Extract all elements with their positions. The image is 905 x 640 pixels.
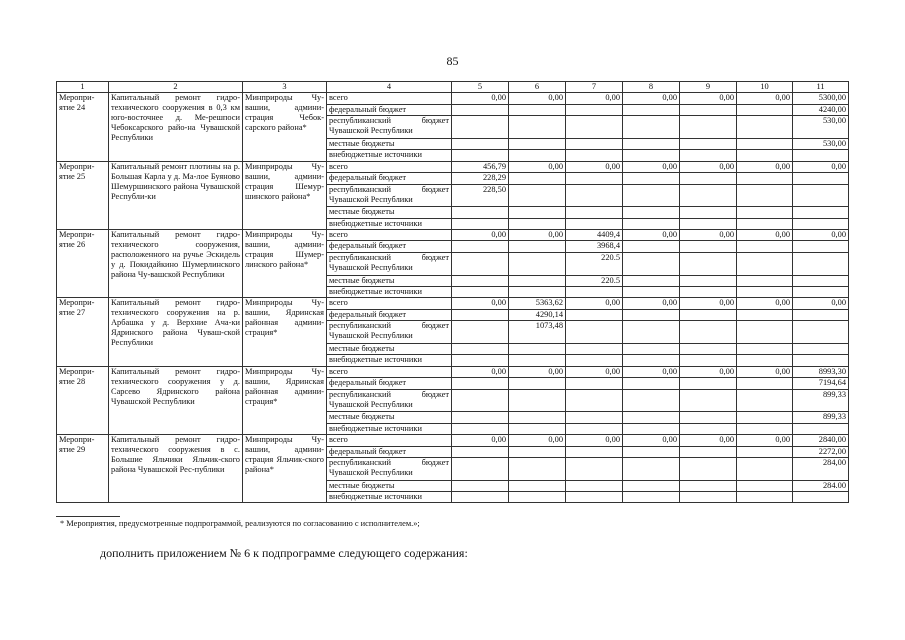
funding-value [680,309,737,320]
funding-value [452,343,509,354]
activity-executor: Минприроды Чу-вашии, админи-страция Шумер-линского района* [243,230,327,298]
funding-value [737,343,793,354]
funding-value [623,321,680,344]
funding-source: внебюджетные источники [327,287,452,298]
funding-value: 7194,64 [793,378,849,389]
funding-value [623,492,680,503]
funding-value [680,412,737,423]
funding-value [509,378,566,389]
funding-value [509,173,566,184]
funding-source: местные бюджеты [327,480,452,491]
activity-name: Капитальный ремонт плотины на р. Большая Карла у д. Ма-лое Буяново Шемуршинского района Чувашской Республи-ки [109,161,243,229]
table-row [57,298,849,309]
funding-value [509,150,566,161]
funding-value [793,252,849,275]
funding-value [566,480,623,491]
funding-value [623,378,680,389]
funding-value [623,241,680,252]
activity-name: Капитальный ремонт гидро-технического сооружения в 0,3 км юго-восточнее д. Ме-решпоси Чебоксарского райо-на Чувашской Республики [109,93,243,161]
funding-value [623,412,680,423]
funding-value [452,423,509,434]
funding-value [793,343,849,354]
funding-value: 0,00 [737,366,793,377]
column-number: 4 [327,82,452,93]
table-row [57,435,849,446]
funding-value: 4290,14 [509,309,566,320]
funding-value: 530,00 [793,116,849,139]
funding-source: всего [327,366,452,377]
activity-id: Меропри-ятие 26 [57,230,109,298]
funding-value [509,480,566,491]
funding-value [793,218,849,229]
funding-value [623,287,680,298]
funding-value [680,378,737,389]
funding-value: 0,00 [452,230,509,241]
funding-value: 0,00 [623,93,680,104]
funding-value [737,218,793,229]
funding-value [623,355,680,366]
funding-source: всего [327,93,452,104]
column-number: 11 [793,82,849,93]
funding-value [623,457,680,480]
funding-source: местные бюджеты [327,275,452,286]
funding-value: 899,33 [793,412,849,423]
column-number: 1 [57,82,109,93]
funding-value [737,287,793,298]
funding-value: 284,00 [793,457,849,480]
funding-value [452,252,509,275]
footnote-divider [56,516,120,517]
funding-value [566,355,623,366]
funding-value [793,309,849,320]
funding-value [737,252,793,275]
funding-value [680,287,737,298]
funding-value: 0,00 [680,93,737,104]
funding-value [623,207,680,218]
funding-value [509,412,566,423]
funding-value [509,492,566,503]
funding-value [737,184,793,207]
funding-value [566,150,623,161]
funding-value [680,218,737,229]
funding-source: федеральный бюджет [327,241,452,252]
funding-value: 0,00 [623,298,680,309]
funding-value [566,104,623,115]
funding-source: внебюджетные источники [327,218,452,229]
funding-value [509,184,566,207]
funding-value [680,184,737,207]
funding-value [793,423,849,434]
funding-value [566,173,623,184]
funding-value: 0,00 [737,161,793,172]
column-number: 3 [243,82,327,93]
funding-value [509,207,566,218]
funding-value [509,457,566,480]
activity-executor: Минприроды Чу-вашии, Ядринская районная админи-страция* [243,298,327,366]
funding-value [680,423,737,434]
funding-value: 0,00 [566,93,623,104]
funding-value [566,138,623,149]
funding-value [566,378,623,389]
funding-value [623,184,680,207]
activity-id: Меропри-ятие 25 [57,161,109,229]
funding-value: 5300,00 [793,93,849,104]
activity-name: Капитальный ремонт гидро-технического сооружения на р. Арбашка у д. Верхние Ача-ки Ядринского района Чуваш-ской Республики [109,298,243,366]
activity-name: Капитальный ремонт гидро-технического сооружения у д. Сарсево Ядринского района Чувашской Республики [109,366,243,434]
page-number: 85 [446,54,459,68]
funding-value [737,150,793,161]
activity-id: Меропри-ятие 24 [57,93,109,161]
funding-value [509,287,566,298]
funding-value: 228,29 [452,173,509,184]
funding-source: всего [327,298,452,309]
funding-value [737,355,793,366]
funding-value: 0,00 [623,230,680,241]
funding-value [680,275,737,286]
activity-executor: Минприроды Чу-вашии, админи-страция Яльчик-ского района* [243,435,327,503]
funding-value [566,287,623,298]
funding-value [452,287,509,298]
funding-value: 0,00 [737,435,793,446]
funding-value [452,275,509,286]
funding-source: внебюджетные источники [327,492,452,503]
funding-value: 3968,4 [566,241,623,252]
funding-value [623,116,680,139]
funding-value [680,173,737,184]
funding-value [509,423,566,434]
funding-value [680,104,737,115]
funding-source: местные бюджеты [327,138,452,149]
funding-value: 1073,48 [509,321,566,344]
funding-value: 456,79 [452,161,509,172]
funding-value: 0,00 [509,161,566,172]
column-number-row [57,82,849,93]
funding-value [680,138,737,149]
table-row [57,230,849,241]
funding-source: всего [327,161,452,172]
funding-value: 0,00 [566,366,623,377]
funding-value [737,389,793,412]
funding-source: республиканский бюджет Чувашской Республики [327,252,452,275]
funding-value [737,116,793,139]
funding-value [793,355,849,366]
funding-value [793,173,849,184]
funding-value: 0,00 [623,161,680,172]
funding-value [566,207,623,218]
funding-value: 228,50 [452,184,509,207]
activity-name: Капитальный ремонт гидро-технического сооружения, расположенного на ручье Эскидель у д. Покидайкино Шумерлинского района Чу-вашской Республики [109,230,243,298]
funding-value [680,457,737,480]
activity-executor: Минприроды Чу-вашии, Ядринская районная админи-страция* [243,366,327,434]
funding-table [56,81,849,503]
funding-value [566,116,623,139]
funding-value: 220.5 [566,275,623,286]
funding-value [452,207,509,218]
funding-value: 220.5 [566,252,623,275]
funding-value [737,321,793,344]
funding-value [566,423,623,434]
funding-value: 0,00 [680,366,737,377]
funding-value [623,252,680,275]
funding-source: федеральный бюджет [327,378,452,389]
funding-source: внебюджетные источники [327,423,452,434]
funding-value [566,412,623,423]
funding-value [680,241,737,252]
funding-value: 284.00 [793,480,849,491]
funding-value [452,218,509,229]
funding-value: 0,00 [680,298,737,309]
funding-value: 0,00 [509,435,566,446]
funding-value [680,480,737,491]
funding-value [623,275,680,286]
funding-value: 0,00 [452,366,509,377]
funding-value [737,423,793,434]
activity-executor: Минприроды Чу-вашии, админи-страция Чебок-сарского района* [243,93,327,161]
funding-value: 0,00 [793,230,849,241]
funding-value [680,321,737,344]
funding-value: 0,00 [452,435,509,446]
funding-value [452,480,509,491]
funding-value: 0,00 [793,161,849,172]
funding-value [452,116,509,139]
funding-value: 0,00 [566,161,623,172]
funding-value: 530,00 [793,138,849,149]
funding-value [737,378,793,389]
funding-value [680,355,737,366]
funding-value [623,309,680,320]
funding-value [509,252,566,275]
funding-value: 2840,00 [793,435,849,446]
funding-value: 4240,00 [793,104,849,115]
funding-value [793,321,849,344]
funding-source: федеральный бюджет [327,173,452,184]
funding-value: 0,00 [793,298,849,309]
funding-value [623,389,680,412]
funding-value [509,343,566,354]
funding-value [623,173,680,184]
funding-value [566,446,623,457]
funding-value [566,309,623,320]
funding-value: 0,00 [737,93,793,104]
funding-value [793,492,849,503]
funding-value [623,104,680,115]
funding-value [566,184,623,207]
funding-value [566,457,623,480]
funding-source: внебюджетные источники [327,355,452,366]
funding-value [680,252,737,275]
funding-value: 0,00 [509,230,566,241]
funding-value: 899,33 [793,389,849,412]
funding-value [509,389,566,412]
funding-value [509,446,566,457]
table-row [57,366,849,377]
funding-value [680,116,737,139]
funding-value [452,457,509,480]
funding-value [623,480,680,491]
column-number: 8 [623,82,680,93]
funding-source: республиканский бюджет Чувашской Республики [327,321,452,344]
funding-value: 0,00 [680,161,737,172]
funding-value: 0,00 [680,230,737,241]
funding-value: 0,00 [509,366,566,377]
funding-value [452,104,509,115]
funding-value: 0,00 [737,298,793,309]
funding-value [509,241,566,252]
funding-value [793,207,849,218]
funding-value [452,446,509,457]
funding-source: всего [327,435,452,446]
funding-value [737,173,793,184]
funding-source: федеральный бюджет [327,309,452,320]
funding-source: местные бюджеты [327,207,452,218]
funding-source: всего [327,230,452,241]
funding-value [452,241,509,252]
funding-value [680,343,737,354]
funding-value: 0,00 [623,366,680,377]
funding-source: федеральный бюджет [327,104,452,115]
funding-value [737,412,793,423]
funding-value [509,138,566,149]
funding-value [737,207,793,218]
funding-value [509,355,566,366]
funding-value: 2272,00 [793,446,849,457]
funding-value [452,355,509,366]
funding-source: республиканский бюджет Чувашской Республики [327,389,452,412]
funding-value [452,492,509,503]
funding-value [452,378,509,389]
funding-value [737,446,793,457]
funding-value [793,287,849,298]
funding-source: республиканский бюджет Чувашской Республики [327,457,452,480]
funding-value [566,218,623,229]
funding-value [680,150,737,161]
activity-id: Меропри-ятие 27 [57,298,109,366]
funding-value [509,218,566,229]
funding-value [623,218,680,229]
column-number: 10 [737,82,793,93]
funding-value [452,321,509,344]
funding-value [737,492,793,503]
funding-value [737,104,793,115]
funding-source: республиканский бюджет Чувашской Республики [327,116,452,139]
funding-value [452,309,509,320]
funding-value [793,150,849,161]
funding-value [566,389,623,412]
funding-value [793,241,849,252]
funding-value [623,423,680,434]
funding-value [793,275,849,286]
funding-value [737,138,793,149]
funding-source: местные бюджеты [327,343,452,354]
activity-name: Капитальный ремонт гидро-технического сооружения в с. Большие Яльчики Яльчик-ского района Чувашской Рес-публики [109,435,243,503]
table-row [57,93,849,104]
funding-value [452,138,509,149]
funding-source: федеральный бюджет [327,446,452,457]
footnote: * Мероприятия, предусмотренные подпрограммой, реализуются по согласованию с исполнителем.»; [60,519,420,528]
funding-value [737,480,793,491]
funding-source: местные бюджеты [327,412,452,423]
funding-value [566,492,623,503]
column-number: 7 [566,82,623,93]
funding-value: 0,00 [623,435,680,446]
column-number: 5 [452,82,509,93]
funding-value [737,309,793,320]
funding-value: 5363,62 [509,298,566,309]
funding-value [680,446,737,457]
addendum-text: дополнить приложением № 6 к подпрограмме следующего содержания: [100,546,468,560]
funding-value: 0,00 [509,93,566,104]
column-number: 9 [680,82,737,93]
funding-value: 0,00 [452,93,509,104]
funding-value [509,104,566,115]
column-number: 6 [509,82,566,93]
funding-value: 0,00 [737,230,793,241]
funding-value [452,150,509,161]
table-body [57,82,849,503]
funding-value [737,241,793,252]
funding-value [623,138,680,149]
activity-id: Меропри-ятие 28 [57,366,109,434]
funding-source: республиканский бюджет Чувашской Республики [327,184,452,207]
funding-value [737,457,793,480]
activity-executor: Минприроды Чу-вашии, админи-страция Шемур-шинского района* [243,161,327,229]
funding-source: внебюджетные источники [327,150,452,161]
funding-value: 8993,30 [793,366,849,377]
column-number: 2 [109,82,243,93]
funding-value [452,412,509,423]
table-row [57,161,849,172]
funding-value: 4409,4 [566,230,623,241]
funding-value [509,116,566,139]
funding-value [509,275,566,286]
funding-value [452,389,509,412]
funding-value: 0,00 [566,298,623,309]
funding-value [566,321,623,344]
funding-value [680,207,737,218]
funding-value: 0,00 [566,435,623,446]
funding-value [623,446,680,457]
funding-value [623,150,680,161]
funding-value [623,343,680,354]
funding-value: 0,00 [680,435,737,446]
funding-value [680,389,737,412]
activity-id: Меропри-ятие 29 [57,435,109,503]
funding-value: 0,00 [452,298,509,309]
funding-value [793,184,849,207]
funding-value [737,275,793,286]
funding-value [566,343,623,354]
funding-value [680,492,737,503]
